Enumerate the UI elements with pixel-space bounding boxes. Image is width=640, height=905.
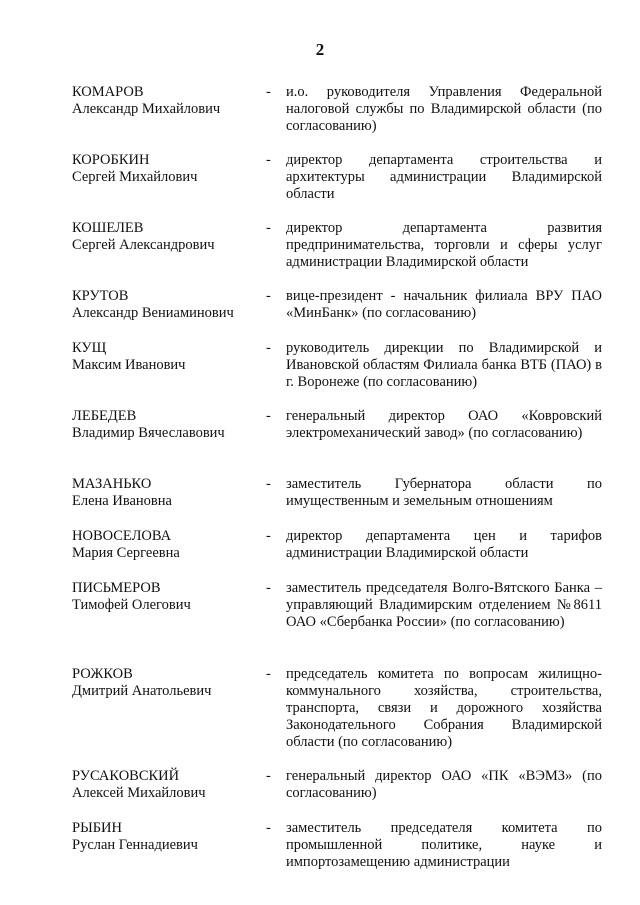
member-given-name: Александр Вениаминович — [72, 305, 234, 321]
separator-dash: - — [266, 768, 271, 784]
member-surname: КОРОБКИН — [72, 152, 150, 168]
separator-dash: - — [266, 528, 271, 544]
separator-dash: - — [266, 288, 271, 304]
member-surname: ПИСЬМЕРОВ — [72, 580, 161, 596]
member-given-name: Владимир Вячеславович — [72, 425, 225, 441]
member-position: председатель комитета по вопросам жилищно-коммунального хозяйства, строительства, транспорта, связи и дорожного хозяйства Законодательного Собрания Владимирской области (по согласованию) — [286, 666, 602, 750]
separator-dash: - — [266, 666, 271, 682]
member-name — [72, 476, 257, 510]
separator-dash: - — [266, 152, 271, 168]
member-name — [72, 288, 257, 322]
member-name — [72, 152, 257, 186]
member-given-name: Сергей Михайлович — [72, 169, 198, 185]
separator-dash: - — [266, 84, 271, 100]
member-position: генеральный директор ОАО «ПК «ВЭМЗ» (по согласованию) — [286, 768, 602, 801]
member-surname: НОВОСЕЛОВА — [72, 528, 172, 544]
member-name — [72, 84, 257, 118]
member-position: заместитель Губернатора области по имущественным и земельным отношениям — [286, 476, 602, 509]
member-position: заместитель председателя Волго-Вятского Банка – управляющий Владимирским отделением №8611 ОАО «Сбербанка России» (по согласованию) — [286, 580, 602, 630]
page-number: 2 — [315, 40, 325, 59]
separator-dash: - — [266, 820, 271, 836]
member-position: вице-президент - начальник филиала ВРУ ПАО «МинБанк» (по согласованию) — [286, 288, 602, 321]
separator-dash: - — [266, 340, 271, 356]
member-given-name: Александр Михайлович — [72, 101, 221, 117]
member-surname: КОШЕЛЕВ — [72, 220, 144, 236]
member-given-name: Максим Иванович — [72, 357, 186, 373]
member-position: руководитель дирекции по Владимирской и Ивановской областям Филиала банка ВТБ (ПАО) в г. Воронеже (по согласованию) — [286, 340, 602, 390]
member-name — [72, 408, 257, 442]
separator-dash: - — [266, 220, 271, 236]
member-given-name: Алексей Михайлович — [72, 785, 206, 801]
member-given-name: Тимофей Олегович — [72, 597, 191, 613]
member-given-name: Мария Сергеевна — [72, 545, 180, 561]
separator-dash: - — [266, 580, 271, 596]
member-position: директор департамента строительства и архитектуры администрации Владимирской области — [286, 152, 602, 202]
member-position: генеральный директор ОАО «Ковровский электромеханический завод» (по согласованию) — [286, 408, 602, 441]
member-position: директор департамента развития предпринимательства, торговли и сферы услуг администрации Владимирской области — [286, 220, 602, 270]
member-surname: ЛЕБЕДЕВ — [72, 408, 137, 424]
member-position: директор департамента цен и тарифов администрации Владимирской области — [286, 528, 602, 561]
separator-dash: - — [266, 476, 271, 492]
member-position: и.о. руководителя Управления Федеральной налоговой службы по Владимирской области (по согласованию) — [286, 84, 602, 134]
member-position: заместитель председателя комитета по промышленной политике, науке и импортозамещению администрации — [286, 820, 602, 870]
member-surname: КРУТОВ — [72, 288, 129, 304]
member-given-name: Елена Ивановна — [72, 493, 172, 509]
member-given-name: Дмитрий Анатольевич — [72, 683, 212, 699]
member-name — [72, 580, 257, 614]
member-surname: РОЖКОВ — [72, 666, 133, 682]
member-name — [72, 340, 257, 374]
member-surname: РУСАКОВСКИЙ — [72, 768, 180, 784]
member-name — [72, 666, 257, 700]
member-surname: КОМАРОВ — [72, 84, 144, 100]
member-name — [72, 820, 257, 854]
member-surname: КУЩ — [72, 340, 107, 356]
separator-dash: - — [266, 408, 271, 424]
member-surname: РЫБИН — [72, 820, 122, 836]
member-surname: МАЗАНЬКО — [72, 476, 152, 492]
member-given-name: Сергей Александрович — [72, 237, 215, 253]
member-name — [72, 768, 257, 802]
member-given-name: Руслан Геннадиевич — [72, 837, 198, 853]
member-name — [72, 220, 257, 254]
member-name — [72, 528, 257, 562]
